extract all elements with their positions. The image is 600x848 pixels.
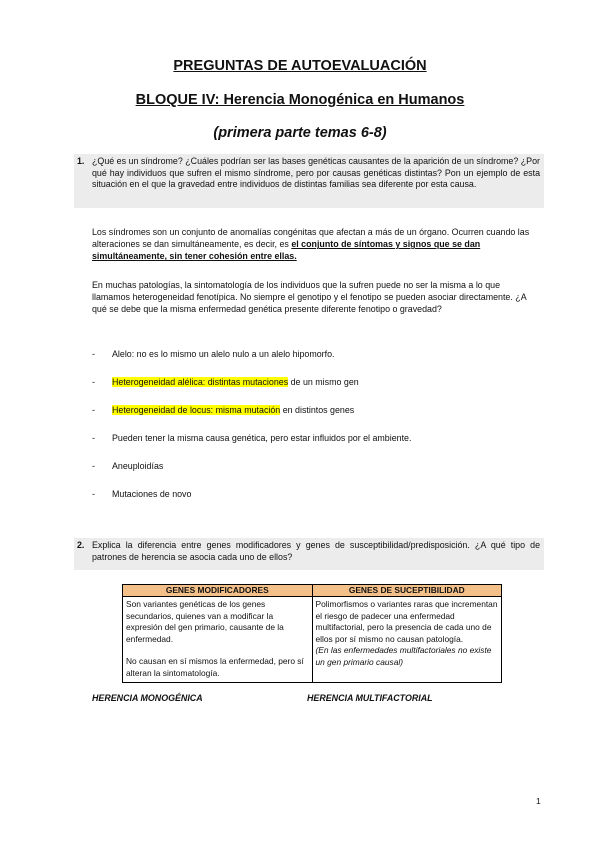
page-title: PREGUNTAS DE AUTOEVALUACIÓN [173, 58, 427, 74]
modifiers-description: Son variantes genéticas de los genes secundarios, quienes van a modificar la expresión del gen primario, causante de la enfermedad. [126, 599, 284, 644]
bullet-text: en distintos genes [280, 405, 355, 415]
genes-comparison-table [122, 584, 502, 683]
answer-1-text: Los síndromes son un conjunto de anomalías congénitas que afectan a más de un órgano. Ocurren cuando las alteraciones se dan simultáneamente, es decir, es [92, 227, 530, 250]
list-item [92, 348, 335, 360]
list-item [92, 376, 359, 388]
answer-1-emphasis: el conjunto de síntomas y signos que se dan simultáneamente, sin tener cohesión entre ellas. [92, 239, 481, 262]
page-number: 1 [536, 796, 541, 806]
question-1-text: ¿Qué es un síndrome? ¿Cuáles podrían ser las bases genéticas causantes de la aparición de un síndrome? ¿Por qué hay individuos que sufren el mismo síndrome, pero por causas genéticas distintas? Pon un ejemplo de esta situación en el que la gravedad entre individuos de distintas familias sea diferente por esta causa. [92, 156, 540, 190]
table-cell-modifiers [123, 597, 313, 683]
bullet-text: Mutaciones de novo [112, 489, 192, 499]
block-title: BLOQUE IV: Herencia Monogénica en Humanos [135, 92, 465, 108]
table-header-row [123, 585, 502, 597]
bullet-dash: - [92, 377, 95, 387]
bullet-text: de un mismo gen [288, 377, 359, 387]
bullet-dash: - [92, 349, 95, 359]
modifiers-note: No causan en sí mismos la enfermedad, pero sí alteran la sintomatología. [126, 656, 304, 678]
inheritance-multifactorial-label: HERENCIA MULTIFACTORIAL [307, 693, 433, 703]
susceptibility-note: (En las enfermedades multifactoriales no existe un gen primario causal) [315, 645, 492, 667]
question-2-number: 2. [77, 540, 85, 550]
bullet-dash: - [92, 433, 95, 443]
susceptibility-description: Polimorfismos o variantes raras que incrementan el riesgo de padecer una enfermedad multifactorial, pero la presencia de cada uno de ellos por sí mismo no causan patología. [315, 599, 498, 644]
table-row [123, 597, 502, 683]
table-cell-susceptibility [312, 597, 502, 683]
bullet-highlight: Heterogeneidad alélica: distintas mutaciones [112, 377, 289, 387]
table-header-modifiers: GENES MODIFICADORES [123, 585, 313, 597]
bullet-text: Aneuploidías [112, 461, 164, 471]
question-1-number: 1. [77, 156, 85, 166]
question-1 [74, 154, 544, 208]
table-header-susceptibility: GENES DE SUCEPTIBILIDAD [312, 585, 502, 597]
list-item [92, 488, 191, 500]
question-2 [74, 538, 544, 570]
block-subtitle: (primera parte temas 6-8) [213, 125, 387, 141]
bullet-dash: - [92, 489, 95, 499]
answer-1-paragraph-1 [92, 226, 540, 263]
list-item [92, 404, 354, 416]
inheritance-monogenic-label: HERENCIA MONOGÉNICA [92, 693, 203, 703]
list-item [92, 460, 163, 472]
bullet-dash: - [92, 405, 95, 415]
bullet-text: Alelo: no es lo mismo un alelo nulo a un alelo hipomorfo. [112, 349, 335, 359]
bullet-text: Pueden tener la misma causa genética, pero estar influidos por el ambiente. [112, 433, 412, 443]
answer-1-paragraph-2: En muchas patologías, la sintomatología de los individuos que la sufren puede no ser la misma a lo que llamamos heterogeneidad fenotípica. No siempre el genotipo y el fenotipo se pueden asociar directamente. ¿A qué se debe que la misma enfermedad genética presente diferente fenotipo o gravedad? [92, 280, 527, 315]
list-item [92, 432, 411, 444]
bullet-dash: - [92, 461, 95, 471]
bullet-highlight: Heterogeneidad de locus: misma mutación [112, 405, 281, 415]
question-2-text: Explica la diferencia entre genes modificadores y genes de susceptibilidad/predisposición. ¿A qué tipo de patrones de herencia se asocia cada uno de ellos? [92, 540, 540, 562]
